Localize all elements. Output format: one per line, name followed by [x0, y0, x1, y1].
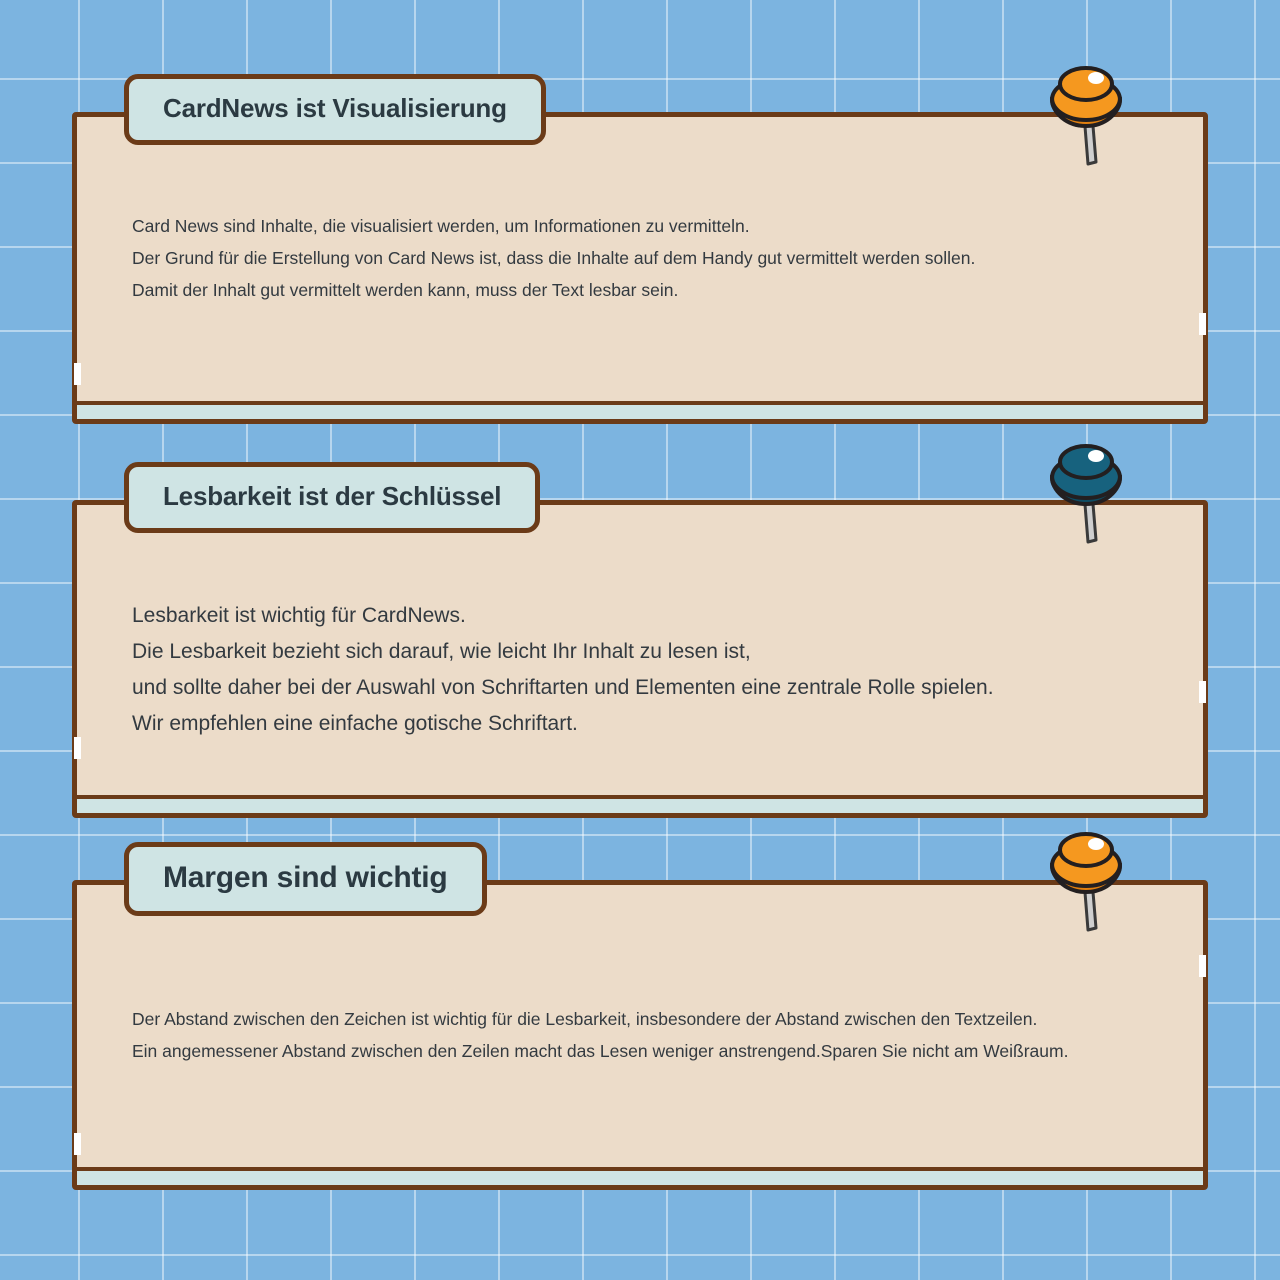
note-card-footer-strip — [77, 1167, 1203, 1185]
note-card-line: Wir empfehlen eine einfache gotische Schriftart. — [132, 712, 578, 735]
note-card-title: CardNews ist Visualisierung — [124, 74, 546, 145]
pushpin-icon — [1040, 62, 1132, 172]
note-card — [72, 481, 1208, 818]
note-card-title: Margen sind wichtig — [124, 842, 487, 916]
note-card-title: Lesbarkeit ist der Schlüssel — [124, 462, 540, 533]
note-card-line: und sollte daher bei der Auswahl von Schriftarten und Elementen eine zentrale Rolle spielen. — [132, 676, 994, 699]
border-tick — [74, 737, 81, 759]
note-card-line: Die Lesbarkeit bezieht sich darauf, wie leicht Ihr Inhalt zu lesen ist, — [132, 640, 751, 663]
note-card-line: Ein angemessener Abstand zwischen den Zeilen macht das Lesen weniger anstrengend.Sparen Sie nicht am Weißraum. — [132, 1041, 1069, 1061]
border-tick — [74, 363, 81, 385]
border-tick — [1199, 681, 1206, 703]
border-tick — [74, 1133, 81, 1155]
note-card-footer-strip — [77, 401, 1203, 419]
note-card-text — [132, 1005, 1148, 1069]
note-card-line: Der Abstand zwischen den Zeichen ist wichtig für die Lesbarkeit, insbesondere der Abstand zwischen den Textzeilen. — [132, 1009, 1038, 1029]
border-tick — [1199, 955, 1206, 977]
note-card-line: Lesbarkeit ist wichtig für CardNews. — [132, 604, 466, 627]
note-card-text — [132, 600, 1148, 744]
note-card-text — [132, 212, 1148, 308]
note-card-footer-strip — [77, 795, 1203, 813]
border-tick — [1199, 313, 1206, 335]
note-card-line: Der Grund für die Erstellung von Card News ist, dass die Inhalte auf dem Handy gut vermittelt werden sollen. — [132, 248, 976, 268]
note-card-line: Card News sind Inhalte, die visualisiert werden, um Informationen zu vermitteln. — [132, 216, 750, 236]
note-card-line: Damit der Inhalt gut vermittelt werden kann, muss der Text lesbar sein. — [132, 280, 679, 300]
pushpin-icon — [1040, 828, 1132, 938]
pushpin-icon — [1040, 440, 1132, 550]
note-card — [72, 93, 1208, 424]
note-card — [72, 861, 1208, 1190]
